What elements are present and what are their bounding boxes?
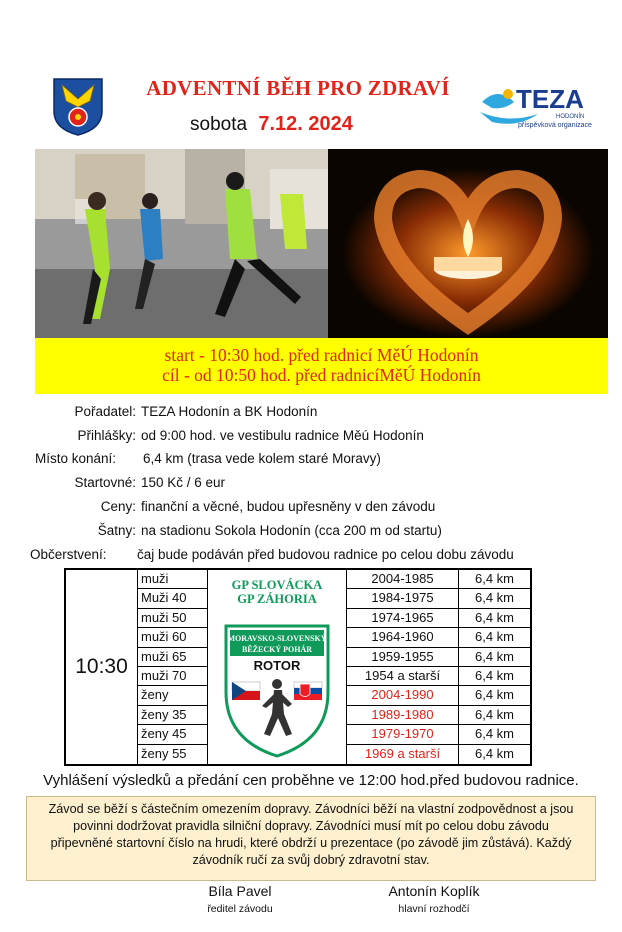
year-cell: 1954 a starší <box>347 667 458 686</box>
gp-title <box>208 578 346 606</box>
info-label: Občerstvení: <box>30 547 107 562</box>
category-cell: muži 50 <box>138 609 208 628</box>
info-fee <box>0 475 622 495</box>
info-changing-rooms <box>0 523 622 543</box>
signature-name: Antonín Koplík <box>388 883 480 899</box>
distance-cell: 6,4 km <box>459 628 530 647</box>
year-cell-women: 1989-1980 <box>347 706 458 725</box>
teza-logo-text: TEZA <box>516 84 584 114</box>
info-label: Pořadatel: <box>74 404 136 419</box>
signature-role: ředitel závodu <box>207 903 273 915</box>
gp-title-line2: GP ZÁHORIA <box>237 592 317 606</box>
candle-hands-photo <box>328 149 608 338</box>
info-value: TEZA Hodonín a BK Hodonín <box>141 404 318 419</box>
year-cell: 2004-1985 <box>347 570 458 589</box>
distance-cell: 6,4 km <box>459 725 530 744</box>
rules-notice <box>26 796 596 881</box>
start-line: start - 10:30 hod. před radnicí MěÚ Hodonín <box>164 345 479 365</box>
distance-cell: 6,4 km <box>459 609 530 628</box>
event-date: 7.12. 2024 <box>258 113 353 135</box>
info-value: 150 Kč / 6 eur <box>141 475 226 490</box>
event-date-line <box>190 113 353 136</box>
category-cell: ženy 55 <box>138 745 208 764</box>
notice-line: připevněné startovní číslo na hrudi, které obdrží u prezentace (po závodě jim zůstává). Každý <box>50 836 572 850</box>
distance-cell: 6,4 km <box>459 648 530 667</box>
finish-line: cíl - od 10:50 hod. před radnicíMěÚ Hodonín <box>162 365 481 385</box>
info-label: Šatny: <box>97 523 136 538</box>
info-prizes <box>0 499 622 519</box>
gp-slovacka-emblem <box>208 570 346 764</box>
distance-cell: 6,4 km <box>459 667 530 686</box>
notice-line: závodník ručí za svůj dobrý zdravotní stav. <box>192 853 430 867</box>
distance-cell: 6,4 km <box>459 570 530 589</box>
info-organizer <box>0 404 622 424</box>
notice-line: povinni dodržovat pravidla silniční dopravy. Závodníci musí mít po celou dobu závodu <box>73 819 549 833</box>
info-label: Startovné: <box>74 475 136 490</box>
info-value: na stadionu Sokola Hodonín (cca 200 m od startu) <box>141 523 442 538</box>
year-cell-women: 1979-1970 <box>347 725 458 744</box>
year-cell: 1974-1965 <box>347 609 458 628</box>
signature-role: hlavní rozhodčí <box>398 903 470 915</box>
info-value: od 9:00 hod. ve vestibulu radnice Měú Hodonín <box>141 428 424 443</box>
category-cell: muži 65 <box>138 648 208 667</box>
info-value: 6,4 km (trasa vede kolem staré Moravy) <box>143 451 381 466</box>
category-cell: muži 70 <box>138 667 208 686</box>
year-cell: 1959-1955 <box>347 648 458 667</box>
runners-photo <box>35 149 328 338</box>
notice-line: Závod se běží s částečním omezením dopravy. Závodníci běží na vlastní zodpovědnost a jsou <box>48 802 574 816</box>
event-day: sobota <box>190 114 248 135</box>
gp-shield-icon <box>222 622 332 760</box>
year-column <box>346 570 458 764</box>
category-cell: ženy <box>138 686 208 705</box>
distance-cell: 6,4 km <box>459 706 530 725</box>
signature-chief-referee <box>374 883 494 915</box>
distance-cell: 6,4 km <box>459 589 530 608</box>
event-title: ADVENTNÍ BĚH PRO ZDRAVÍ <box>146 76 450 100</box>
gp-badge-line1: MORAVSKO-SLOVENSKÝ <box>227 634 327 643</box>
signature-name: Bíla Pavel <box>208 883 272 899</box>
category-cell: muži <box>138 570 208 589</box>
info-value: finanční a věcné, budou upřesněny v den závodu <box>141 499 436 514</box>
gp-title-line1: GP SLOVÁCKA <box>231 578 323 592</box>
signature-race-director <box>185 883 295 915</box>
category-column <box>138 570 208 764</box>
info-label: Přihlášky: <box>77 428 136 443</box>
info-venue <box>0 451 622 471</box>
category-cell: ženy 35 <box>138 706 208 725</box>
info-label: Místo konání: <box>35 451 117 466</box>
distance-cell: 6,4 km <box>459 686 530 705</box>
info-value: čaj bude podáván před budovou radnice po celou dobu závodu <box>137 547 514 562</box>
distance-cell: 6,4 km <box>474 745 514 761</box>
teza-logo-city: HODONÍN <box>556 114 585 120</box>
year-cell-women: 2004-1990 <box>347 686 458 705</box>
category-cell: ženy 45 <box>138 725 208 744</box>
info-registration <box>0 428 622 448</box>
category-cell: muži 60 <box>138 628 208 647</box>
distance-column <box>458 570 530 764</box>
category-table <box>64 568 532 766</box>
info-refreshments <box>0 547 622 567</box>
gp-badge-line2: BĚŽECKÝ POHÁR <box>241 645 313 654</box>
start-finish-banner <box>35 338 608 394</box>
category-cell: Muži 40 <box>138 589 208 608</box>
results-announcement: Vyhlášení výsledků a předání cen proběhne ve 12:00 hod.před budovou radnice. <box>43 772 579 789</box>
year-cell: 1984-1975 <box>347 589 458 608</box>
start-time-cell: 10:30 <box>66 570 138 764</box>
year-cell: 1964-1960 <box>347 628 458 647</box>
org-subtitle: příspěvková organizace <box>518 122 592 129</box>
gp-brand: ROTOR <box>253 658 301 673</box>
hodonin-coat-of-arms-icon <box>52 77 104 137</box>
year-cell-women: 1969 a starší <box>364 745 441 761</box>
info-label: Ceny: <box>100 499 136 514</box>
